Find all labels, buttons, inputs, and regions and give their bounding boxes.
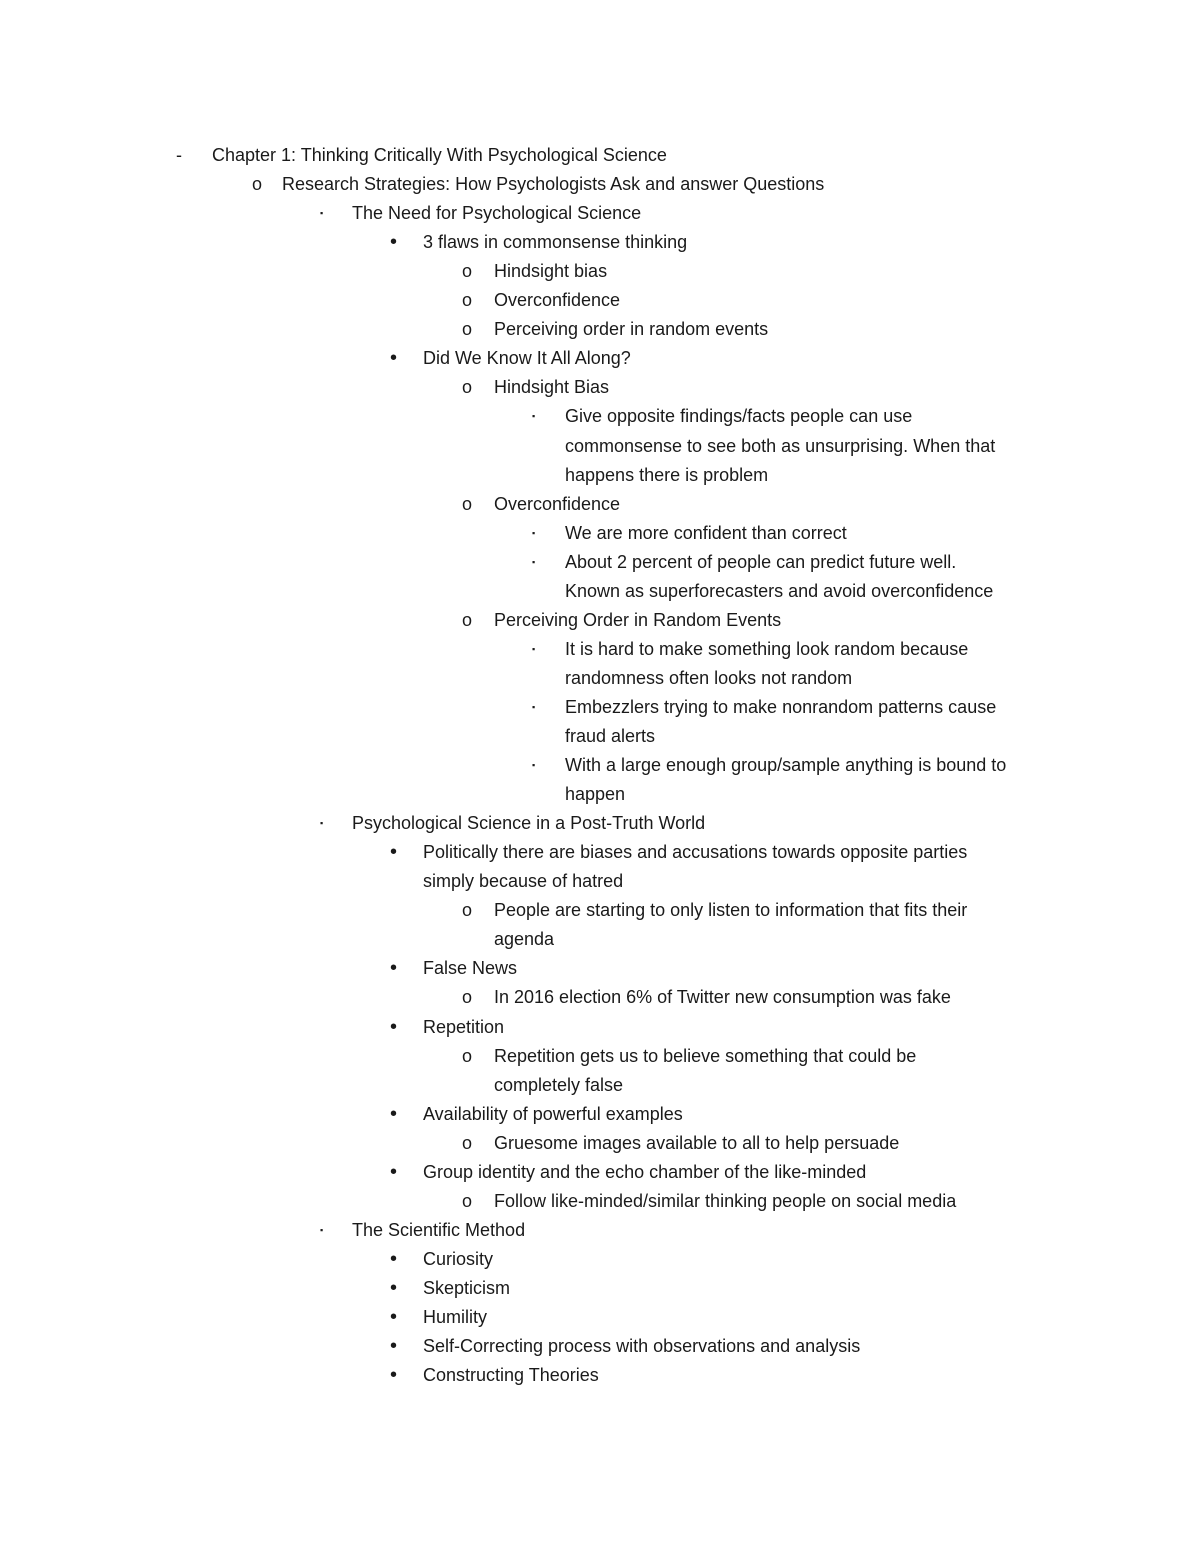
outline-item-text: About 2 percent of people can predict future well.: [565, 551, 957, 572]
outline-line: [0, 751, 1200, 780]
outline-line: [0, 896, 1200, 925]
circle-bullet-icon: o: [462, 261, 473, 282]
outline-item-text: simply because of hatred: [423, 871, 624, 892]
outline-line: [0, 838, 1200, 867]
outline-item-text: agenda: [494, 929, 555, 950]
outline-item-text: happen: [565, 784, 626, 805]
outline-line: [0, 315, 1200, 344]
round-bullet-icon: •: [390, 957, 398, 980]
circle-bullet-icon: o: [462, 1045, 473, 1066]
outline-line: [0, 1332, 1200, 1361]
outline-line: [0, 432, 1200, 461]
round-bullet-icon: •: [390, 1015, 398, 1038]
round-bullet-icon: •: [390, 1102, 398, 1125]
outline-item-text: fraud alerts: [565, 726, 656, 746]
outline-item-text: Chapter 1: Thinking Critically With Psychological Science: [212, 145, 667, 165]
outline-line: [0, 809, 1200, 838]
outline-line: [0, 199, 1200, 228]
square-bullet-icon: ▪: [532, 701, 536, 712]
outline-item-text: Self-Correcting process with observations and analysis: [423, 1336, 861, 1357]
outline-line: [0, 1071, 1200, 1100]
outline-line: [0, 1100, 1200, 1129]
circle-bullet-icon: o: [462, 493, 473, 514]
round-bullet-icon: •: [390, 1306, 398, 1328]
outline-line: [0, 780, 1200, 809]
outline-line: [0, 170, 1200, 199]
outline-item-text: Hindsight Bias: [494, 377, 610, 398]
outline-line: [0, 954, 1200, 983]
outline-item-text: Repetition gets us to believe something that could be: [494, 1045, 917, 1066]
outline-line: [0, 1274, 1200, 1303]
outline-item-text: commonsense to see both as unsurprising. When that: [565, 435, 996, 456]
outline-item-text: Overconfidence: [494, 493, 621, 514]
outline-item-text: Repetition: [423, 1016, 505, 1037]
outline-line: [0, 373, 1200, 402]
outline-line: [0, 141, 1200, 170]
outline-item-text: Did We Know It All Along?: [423, 348, 631, 369]
outline-line: [0, 983, 1200, 1012]
outline-line: [0, 867, 1200, 896]
outline-item-text: Humility: [423, 1307, 488, 1327]
outline-line: [0, 1187, 1200, 1216]
outline-line: [0, 344, 1200, 373]
outline-item-text: Skepticism: [423, 1277, 511, 1298]
round-bullet-icon: •: [390, 1335, 398, 1358]
round-bullet-icon: •: [390, 1160, 398, 1183]
square-bullet-icon: ▪: [532, 760, 536, 771]
circle-bullet-icon: o: [462, 290, 473, 311]
circle-bullet-icon: o: [462, 1132, 473, 1153]
square-bullet-icon: ▪: [532, 411, 536, 422]
outline-line: [0, 1158, 1200, 1187]
square-bullet-icon: ▪: [532, 527, 536, 538]
outline-item-text: Perceiving order in random events: [494, 319, 769, 340]
outline-item-text: In 2016 election 6% of Twitter new consumption was fake: [494, 987, 951, 1008]
outline-item-text: Group identity and the echo chamber of the like-minded: [423, 1161, 867, 1182]
square-bullet-icon: ▪: [320, 1224, 324, 1235]
outline-item-text: Known as superforecasters and avoid overconfidence: [565, 580, 994, 601]
outline-line: [0, 1303, 1200, 1332]
outline-item-text: Research Strategies: How Psychologists Ask and answer Questions: [282, 174, 825, 195]
outline-item-text: completely false: [494, 1074, 624, 1095]
circle-bullet-icon: o: [462, 319, 473, 340]
outline-item-text: randomness often looks not random: [565, 667, 853, 688]
round-bullet-icon: •: [390, 1364, 398, 1387]
circle-bullet-icon: o: [252, 174, 263, 195]
outline-line: [0, 519, 1200, 548]
outline-item-text: Perceiving Order in Random Events: [494, 609, 782, 630]
outline-item-text: Overconfidence: [494, 290, 621, 311]
round-bullet-icon: •: [390, 347, 398, 370]
outline-line: [0, 722, 1200, 751]
round-bullet-icon: •: [390, 841, 398, 864]
round-bullet-icon: •: [390, 1247, 398, 1270]
outline-item-text: Follow like-minded/similar thinking people on social media: [494, 1190, 957, 1211]
outline-line: [0, 1042, 1200, 1071]
outline-item-text: Hindsight bias: [494, 261, 608, 282]
outline-line: [0, 1245, 1200, 1274]
outline-item-text: Constructing Theories: [423, 1365, 599, 1386]
outline-item-text: The Need for Psychological Science: [352, 203, 642, 224]
outline-item-text: It is hard to make something look random because: [565, 638, 969, 659]
outline-line: [0, 1129, 1200, 1158]
round-bullet-icon: •: [390, 1276, 398, 1299]
outline-line: [0, 1361, 1200, 1390]
outline-item-text: Curiosity: [423, 1248, 494, 1269]
outline-item-text: Availability of powerful examples: [423, 1103, 683, 1124]
outline-line: [0, 228, 1200, 257]
circle-bullet-icon: o: [462, 1190, 473, 1211]
dash-bullet-icon: -: [176, 145, 182, 165]
outline-item-text: Psychological Science in a Post-Truth World: [352, 813, 706, 834]
outline-item-text: The Scientific Method: [352, 1219, 526, 1240]
outline-line: [0, 693, 1200, 722]
outline-item-text: We are more confident than correct: [565, 522, 847, 543]
outline-item-text: With a large enough group/sample anything is bound to: [565, 755, 1007, 776]
circle-bullet-icon: o: [462, 609, 473, 630]
outline-item-text: 3 flaws in commonsense thinking: [423, 232, 688, 253]
outline-line: [0, 490, 1200, 519]
square-bullet-icon: ▪: [320, 818, 324, 829]
outline-line: [0, 402, 1200, 431]
outline-line: [0, 1216, 1200, 1245]
outline-line: [0, 461, 1200, 490]
outline-item-text: Politically there are biases and accusations towards opposite parties: [423, 842, 968, 863]
square-bullet-icon: ▪: [532, 556, 536, 567]
outline-line: [0, 635, 1200, 664]
outline-item-text: False News: [423, 958, 518, 979]
circle-bullet-icon: o: [462, 900, 473, 921]
outline-item-text: Gruesome images available to all to help persuade: [494, 1132, 900, 1153]
outline-line: [0, 925, 1200, 954]
outline-item-text: Embezzlers trying to make nonrandom patterns cause: [565, 696, 997, 717]
outline-line: [0, 664, 1200, 693]
square-bullet-icon: ▪: [320, 208, 324, 219]
outline-line: [0, 257, 1200, 286]
outline-line: [0, 606, 1200, 635]
outline-item-text: People are starting to only listen to information that fits their: [494, 900, 968, 921]
outline-line: [0, 286, 1200, 315]
circle-bullet-icon: o: [462, 377, 473, 398]
outline-line: [0, 1013, 1200, 1042]
outline-line: [0, 548, 1200, 577]
round-bullet-icon: •: [390, 231, 398, 254]
outline-item-text: happens there is problem: [565, 464, 769, 485]
square-bullet-icon: ▪: [532, 643, 536, 654]
outline-item-text: Give opposite findings/facts people can use: [565, 406, 913, 427]
circle-bullet-icon: o: [462, 987, 473, 1008]
outline-line: [0, 577, 1200, 606]
